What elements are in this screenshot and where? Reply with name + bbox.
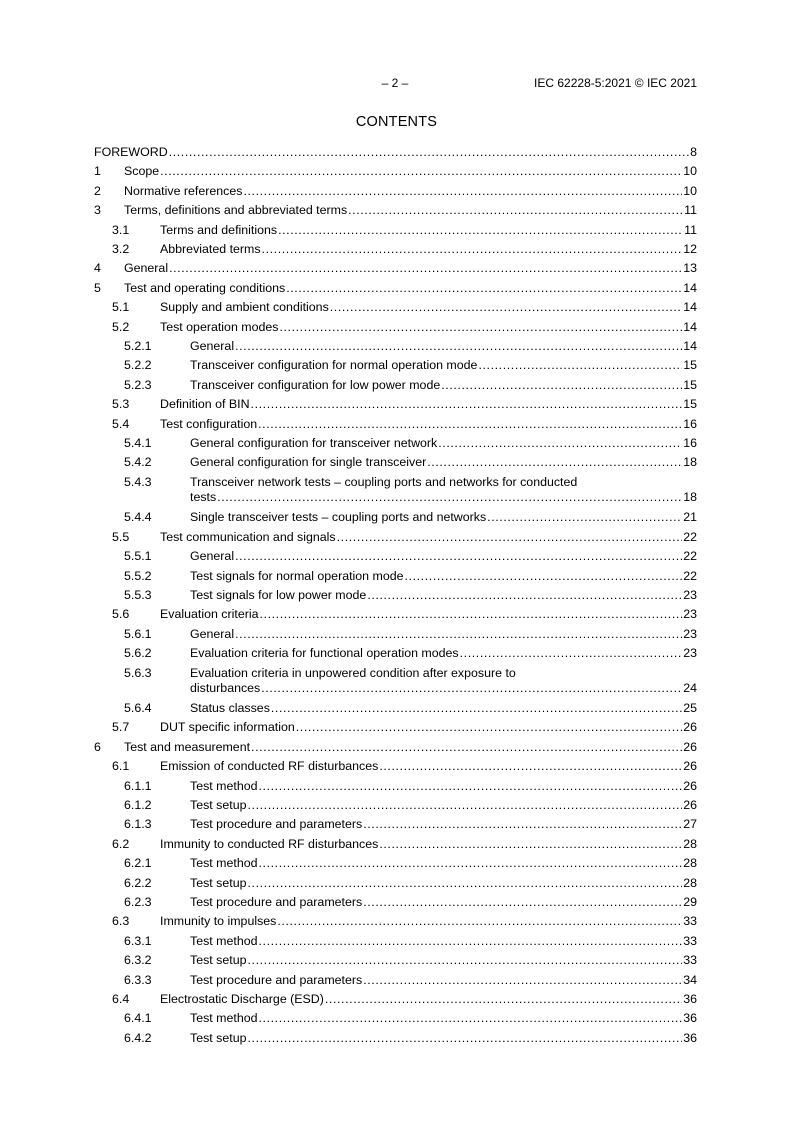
toc-leader-dots <box>296 720 682 735</box>
toc-leader-dots <box>251 397 683 412</box>
toc-page-number: 15 <box>683 397 697 412</box>
toc-page-number: 34 <box>683 972 697 987</box>
toc-entry[interactable] <box>94 953 697 968</box>
toc-page-number: 23 <box>683 587 697 602</box>
toc-number: 5 <box>94 280 101 295</box>
toc-page-number: 29 <box>683 895 697 909</box>
toc-leader-dots <box>259 607 682 622</box>
toc-number: 5.4 <box>112 416 130 431</box>
toc-entry[interactable] <box>94 895 697 910</box>
toc-page-number: 10 <box>683 164 697 179</box>
toc-leader-dots <box>243 184 682 199</box>
toc-page-number: 10 <box>683 183 697 198</box>
toc-leader-dots <box>271 701 682 716</box>
toc-page-number: 26 <box>683 759 697 774</box>
toc-leader-dots <box>251 740 682 755</box>
toc-number: 3 <box>94 203 101 218</box>
toc-leader-dots <box>363 973 682 988</box>
toc-page-number: 23 <box>683 607 697 622</box>
toc-entry[interactable] <box>94 281 697 296</box>
document-id: IEC 62228-5:2021 © IEC 2021 <box>534 76 697 90</box>
toc-title: Status classes <box>190 701 270 715</box>
toc-entry[interactable] <box>94 779 697 794</box>
toc-number: 6.3.2 <box>124 953 152 968</box>
toc-leader-dots <box>405 569 683 584</box>
toc-page-number: 23 <box>683 626 697 641</box>
toc-leader-dots <box>235 549 682 564</box>
toc-title: Evaluation criteria for functional operation modes <box>190 646 459 661</box>
toc-title: Terms and definitions <box>160 222 278 237</box>
toc-number: 3.1 <box>112 222 130 237</box>
toc-title: Test and measurement <box>124 739 251 754</box>
page-title: CONTENTS <box>355 114 438 130</box>
toc-entry[interactable] <box>94 720 697 735</box>
toc-number: 6.2.2 <box>124 875 152 890</box>
toc-page-number: 12 <box>683 242 697 256</box>
toc-leader-dots <box>379 837 682 852</box>
toc-entry[interactable] <box>94 798 697 813</box>
toc-entry[interactable] <box>94 320 697 335</box>
toc-number: 6.2.3 <box>124 895 152 909</box>
toc-entry[interactable] <box>94 569 697 584</box>
toc-page-number: 14 <box>683 280 697 295</box>
toc-number: 5.2.1 <box>124 339 152 353</box>
toc-page-number: 11 <box>684 222 697 237</box>
toc-page-number: 18 <box>683 489 697 504</box>
toc-page-number: 11 <box>684 203 697 218</box>
toc-page-number: 33 <box>683 953 697 968</box>
toc-entry[interactable] <box>94 1031 697 1046</box>
toc-number: 6.2 <box>112 836 130 851</box>
toc-title: Test communication and signals <box>160 529 336 544</box>
toc-title: Scope <box>124 164 160 179</box>
toc-number: 5.6.4 <box>124 701 152 715</box>
toc-number: 3.2 <box>112 242 130 256</box>
toc-number: 5.4.3 <box>124 474 152 489</box>
toc-entry[interactable] <box>94 837 697 852</box>
toc-entry[interactable] <box>94 475 697 505</box>
toc-page-number: 36 <box>683 992 697 1006</box>
toc-leader-dots <box>487 510 682 525</box>
toc-number: 5.3 <box>112 397 130 412</box>
toc-page-number: 16 <box>683 436 697 450</box>
toc-title: Normative references <box>124 183 243 198</box>
toc-leader-dots <box>247 876 682 891</box>
toc-leader-dots <box>478 358 682 373</box>
toc-title: Single transceiver tests – coupling ports and networks <box>190 510 487 525</box>
toc-leader-dots <box>259 779 683 794</box>
page-header <box>0 76 793 92</box>
toc-leader-dots <box>325 992 682 1007</box>
toc-entry[interactable] <box>94 549 697 564</box>
toc-title: Definition of BIN <box>160 397 250 412</box>
toc-entry[interactable] <box>94 145 697 160</box>
toc-title: Transceiver configuration for normal operation mode <box>190 358 478 373</box>
toc-page-number: 36 <box>683 1011 697 1026</box>
toc-title: General configuration for single transceiver <box>190 455 427 470</box>
toc-page-number: 33 <box>683 933 697 948</box>
toc-title-continued: tests <box>190 489 217 504</box>
toc-leader-dots <box>427 455 682 470</box>
toc-page-number: 14 <box>683 319 697 334</box>
toc-title: Test setup <box>190 798 247 812</box>
toc-number: 6.4.2 <box>124 1030 152 1045</box>
toc-entry[interactable] <box>94 607 697 622</box>
toc-page-number: 18 <box>683 455 697 470</box>
toc-title: General <box>190 549 235 564</box>
toc-title: Immunity to impulses <box>160 914 277 929</box>
toc-leader-dots <box>160 164 682 179</box>
toc-number: 5.5 <box>112 529 130 544</box>
toc-leader-dots <box>286 281 682 296</box>
toc-entry[interactable] <box>94 378 697 393</box>
toc-page-number: 23 <box>683 646 697 661</box>
toc-title: Transceiver network tests – coupling ports and networks for conducted <box>190 474 578 489</box>
toc-number: 4 <box>94 261 101 276</box>
toc-page-number: 33 <box>683 914 697 929</box>
toc-entry[interactable] <box>94 973 697 988</box>
toc-number: 5.4.2 <box>124 455 152 470</box>
toc-entry[interactable] <box>94 876 697 891</box>
toc-leader-dots <box>259 1011 683 1026</box>
toc-page-number: 14 <box>683 300 697 315</box>
toc-leader-dots <box>259 856 683 871</box>
toc-page-number: 27 <box>683 817 697 832</box>
toc-title: Test method <box>190 856 258 871</box>
toc-entry[interactable] <box>94 914 697 929</box>
toc-title: FOREWORD <box>94 145 168 159</box>
toc-number: 6.1.3 <box>124 817 152 832</box>
toc-title: Test method <box>190 933 258 948</box>
toc-number: 5.2.2 <box>124 358 152 373</box>
toc-number: 5.2.3 <box>124 377 152 392</box>
toc-title: Test signals for normal operation mode <box>190 568 404 583</box>
toc-leader-dots <box>363 895 682 910</box>
toc-number: 5.5.1 <box>124 549 152 564</box>
toc-leader-dots <box>337 530 683 545</box>
toc-number: 5.6.3 <box>124 665 152 680</box>
toc-title: Test setup <box>190 1030 247 1045</box>
toc-title: Test operation modes <box>160 319 279 334</box>
toc-title: Electrostatic Discharge (ESD) <box>160 992 324 1006</box>
page-number: – 2 – <box>381 76 409 90</box>
toc-number: 5.1 <box>112 300 130 315</box>
toc-number: 6.4.1 <box>124 1011 152 1026</box>
toc-leader-dots <box>441 378 682 393</box>
toc-leader-dots <box>348 203 683 218</box>
toc-page-number: 26 <box>683 778 697 793</box>
toc-page-number: 22 <box>683 549 697 564</box>
toc-title: Test configuration <box>160 416 258 431</box>
toc-leader-dots <box>363 817 682 832</box>
toc-page-number: 26 <box>683 739 697 754</box>
toc-number: 6.3 <box>112 914 130 929</box>
toc-entry[interactable] <box>94 646 697 661</box>
toc-title: Test and operating conditions <box>124 280 286 295</box>
toc-page-number: 22 <box>683 529 697 544</box>
toc-title: DUT specific information <box>160 720 295 735</box>
toc-entry[interactable] <box>94 701 697 716</box>
toc-entry[interactable] <box>94 817 697 832</box>
toc-entry[interactable] <box>94 358 697 373</box>
toc-number: 6.1 <box>112 759 130 774</box>
toc-page-number: 21 <box>683 510 697 525</box>
toc-number: 5.5.2 <box>124 568 152 583</box>
toc-leader-dots <box>235 339 682 354</box>
toc-title: Test signals for low power mode <box>190 587 367 602</box>
toc-leader-dots <box>235 627 682 642</box>
toc-entry[interactable] <box>94 300 697 315</box>
toc-number: 5.6.2 <box>124 646 152 661</box>
toc-entry[interactable] <box>94 455 697 470</box>
toc-title: Abbreviated terms <box>160 242 261 256</box>
toc-page-number: 22 <box>683 568 697 583</box>
toc-entry[interactable] <box>94 261 697 276</box>
toc-title: Supply and ambient conditions <box>160 300 329 315</box>
toc-page-number: 25 <box>683 701 697 715</box>
toc-leader-dots <box>367 588 682 603</box>
toc-entry[interactable] <box>94 1011 697 1026</box>
toc-page-number: 15 <box>683 358 697 373</box>
toc-leader-dots <box>261 681 682 696</box>
toc-title: General <box>190 339 235 353</box>
toc-number: 6.1.2 <box>124 798 152 812</box>
toc-title: Test procedure and parameters <box>190 817 363 832</box>
toc-entry[interactable] <box>94 397 697 412</box>
toc-number: 5.5.3 <box>124 587 152 602</box>
toc-title: Test procedure and parameters <box>190 895 363 909</box>
toc-page-number: 8 <box>690 145 697 159</box>
toc-title: Evaluation criteria <box>160 607 259 622</box>
toc-leader-dots <box>438 436 682 451</box>
toc-entry[interactable] <box>94 740 697 755</box>
toc-number: 5.7 <box>112 720 130 735</box>
toc-entry[interactable] <box>94 436 697 451</box>
toc-number: 6.4 <box>112 992 130 1006</box>
toc-leader-dots <box>330 300 682 315</box>
toc-title: Test procedure and parameters <box>190 972 363 987</box>
toc-page-number: 26 <box>683 798 697 812</box>
toc-leader-dots <box>460 646 683 661</box>
toc-number: 5.2 <box>112 319 130 334</box>
toc-entry[interactable] <box>94 184 697 199</box>
toc-title: Test setup <box>190 875 247 890</box>
toc-leader-dots <box>278 223 683 238</box>
toc-entry[interactable] <box>94 223 697 238</box>
toc-leader-dots <box>217 490 682 505</box>
toc-page-number: 14 <box>683 339 697 353</box>
toc-entry[interactable] <box>94 666 697 696</box>
toc-leader-dots <box>279 320 682 335</box>
toc-entry[interactable] <box>94 530 697 545</box>
toc-entry[interactable] <box>94 242 697 257</box>
toc-leader-dots <box>262 242 683 257</box>
toc-leader-dots <box>247 1031 682 1046</box>
toc-entry[interactable] <box>94 339 697 354</box>
toc-entry[interactable] <box>94 627 697 642</box>
toc-leader-dots <box>169 145 689 160</box>
toc-leader-dots <box>379 759 682 774</box>
toc-title: General <box>190 626 235 641</box>
toc-page-number: 24 <box>683 680 697 695</box>
toc-leader-dots <box>258 417 682 432</box>
toc-leader-dots <box>247 798 682 813</box>
toc-leader-dots <box>247 953 682 968</box>
toc-number: 5.6.1 <box>124 626 152 641</box>
toc-title: Evaluation criteria in unpowered condition after exposure to <box>190 665 516 680</box>
toc-number: 1 <box>94 164 101 179</box>
toc-leader-dots <box>277 914 682 929</box>
toc-number: 6.1.1 <box>124 778 152 793</box>
toc-number: 6.2.1 <box>124 856 152 871</box>
toc-number: 5.6 <box>112 607 130 622</box>
toc-page-number: 26 <box>683 720 697 735</box>
toc-number: 6 <box>94 739 101 754</box>
toc-title: Test method <box>190 778 258 793</box>
toc-number: 2 <box>94 183 101 198</box>
toc-page-number: 28 <box>683 856 697 871</box>
toc-entry[interactable] <box>94 992 697 1007</box>
toc-number: 6.3.1 <box>124 933 152 948</box>
toc-page-number: 28 <box>683 875 697 890</box>
toc-title: General <box>124 261 169 276</box>
toc-entry[interactable] <box>94 588 697 603</box>
toc-entry[interactable] <box>94 934 697 949</box>
toc-title: Emission of conducted RF disturbances <box>160 759 379 774</box>
toc-entry[interactable] <box>94 759 697 774</box>
toc-leader-dots <box>169 261 682 276</box>
toc-entry[interactable] <box>94 510 697 525</box>
toc-leader-dots <box>259 934 683 949</box>
toc-title: Test setup <box>190 953 247 968</box>
toc-page-number: 13 <box>683 261 697 276</box>
toc-page-number: 36 <box>683 1030 697 1045</box>
toc-number: 6.3.3 <box>124 972 152 987</box>
toc-page-number: 28 <box>683 836 697 851</box>
toc-number: 5.4.1 <box>124 436 152 450</box>
toc-title-continued: disturbances <box>190 680 261 695</box>
toc-entry[interactable] <box>94 203 697 218</box>
toc-title: Terms, definitions and abbreviated terms <box>124 203 348 218</box>
toc-entry[interactable] <box>94 417 697 432</box>
toc-entry[interactable] <box>94 164 697 179</box>
toc-title: Transceiver configuration for low power mode <box>190 377 441 392</box>
toc-title: Immunity to conducted RF disturbances <box>160 836 379 851</box>
toc-number: 5.4.4 <box>124 510 152 525</box>
toc-page-number: 16 <box>683 416 697 431</box>
toc-title: General configuration for transceiver network <box>190 436 438 450</box>
toc-entry[interactable] <box>94 856 697 871</box>
toc-title: Test method <box>190 1011 258 1026</box>
toc-page-number: 15 <box>683 377 697 392</box>
